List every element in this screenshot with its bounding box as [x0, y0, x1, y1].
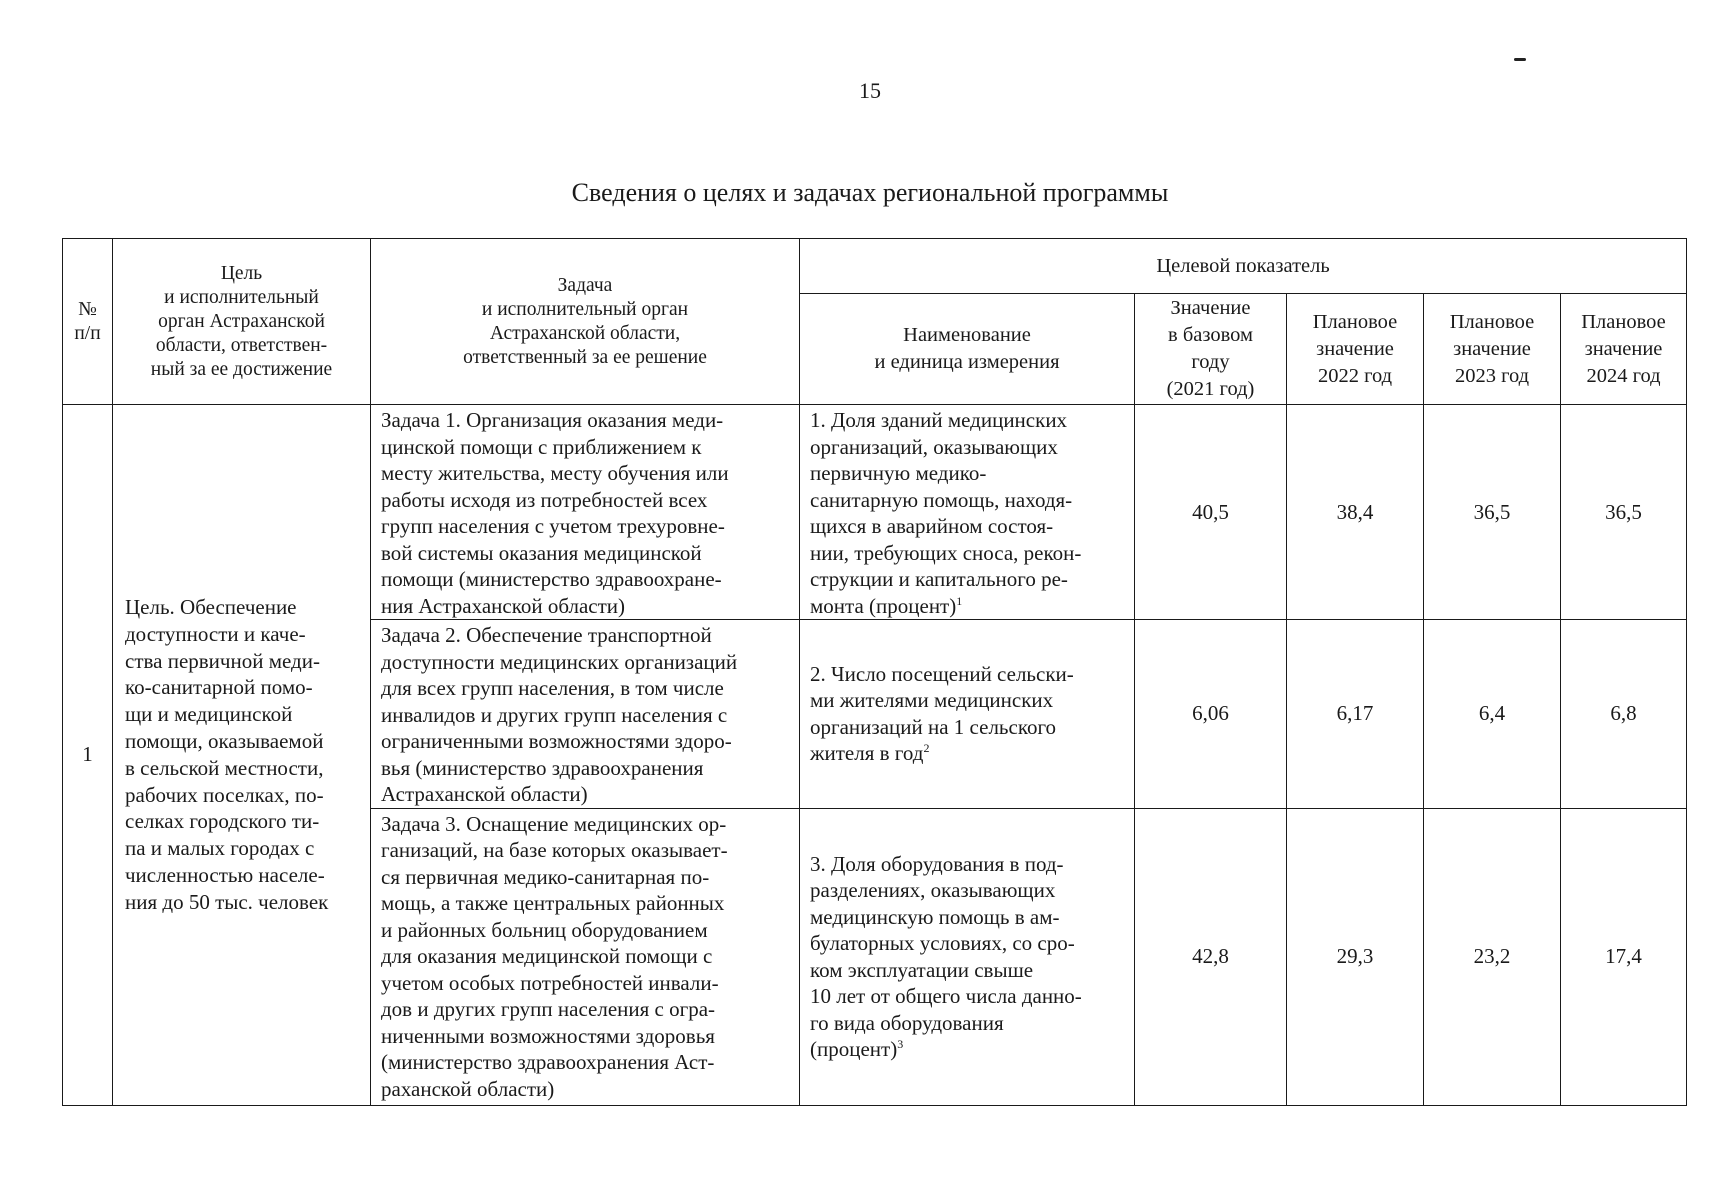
- header-plan-2022: Плановое значение 2022 год: [1287, 294, 1424, 405]
- task-cell: [371, 808, 800, 1105]
- task-cell: [371, 405, 800, 620]
- indicator-cell: [800, 808, 1135, 1105]
- plan-2024-value: 6,8: [1561, 620, 1687, 809]
- footnote-marker: 2: [923, 741, 930, 756]
- goal-text: Цель. Обеспечение доступности и каче- ства первичной меди- ко-санитарной помо- щи и медицинской помощи, оказываемой в сельской местности, рабочих поселках, по- селках городского ти- па и малых городах с численностью населе- ния до 50 тыс. человек: [125, 594, 329, 914]
- footnote-marker: 3: [897, 1037, 904, 1051]
- base-value: 40,5: [1135, 405, 1287, 620]
- scan-mark: [1514, 58, 1526, 61]
- plan-2022-value: 6,17: [1287, 620, 1424, 809]
- task-text: Задача 2. Обеспечение транспортной доступности медицинских организаций для всех групп населения, в том числе инвалидов и других групп населения с ограниченными возможностями здоро- вья (министерство здравоохранения Астраханской области): [381, 623, 738, 806]
- plan-2022-value: 38,4: [1287, 405, 1424, 620]
- header-indicator-name: Наименование и единица измерения: [800, 294, 1135, 405]
- header-base-value: Значение в базовом году (2021 год): [1135, 294, 1287, 405]
- header-plan-2023: Плановое значение 2023 год: [1424, 294, 1561, 405]
- plan-2023-value: 36,5: [1424, 405, 1561, 620]
- plan-2024-value: 17,4: [1561, 808, 1687, 1105]
- page-number: 15: [859, 78, 881, 103]
- header-plan-2024: Плановое значение 2024 год: [1561, 294, 1687, 405]
- plan-2024-value: 36,5: [1561, 405, 1687, 620]
- page-title: Сведения о целях и задачах региональной программы: [571, 178, 1169, 207]
- goal-cell: [113, 405, 371, 1106]
- goals-table: [62, 238, 1687, 1106]
- indicator-cell: [800, 620, 1135, 809]
- base-value: 42,8: [1135, 808, 1287, 1105]
- task-text: Задача 3. Оснащение медицинских ор- ганизаций, на базе которых оказывает- ся первичная медико-санитарная по- мощь, а также центральных районных и районных больниц оборудованием для оказания медицинской помощи с учетом особых потребностей инвали- дов и других групп населения с огра- ниченными возможностями здоровья (министерство здравоохранения Аст- раханской области): [381, 811, 728, 1101]
- indicator-text: 2. Число посещений сельски- ми жителями медицинских организаций на 1 сельского жителя в год$^2$: [810, 661, 1074, 766]
- indicator-text: 3. Доля оборудования в под- разделениях, оказывающих медицинскую помощь в ам- булаторных условиях, со сро- ком эксплуатации свыше 10 лет от общего числа данно- го вида оборудования (процент)$^3$: [810, 851, 1082, 1061]
- base-value: 6,06: [1135, 620, 1287, 809]
- plan-2023-value: 23,2: [1424, 808, 1561, 1105]
- header-goal: Цель и исполнительный орган Астраханской области, ответствен- ный за ее достижение: [113, 239, 371, 405]
- task-cell: [371, 620, 800, 809]
- task-text: Задача 1. Организация оказания меди- цинской помощи с приближением к месту жительства, месту обучения или работы исходя из потребностей всех групп населения с учетом трехуровне- вой системы оказания медицинской помощи (министерство здравоохране- ния Астраханской области): [381, 408, 729, 618]
- footnote-marker: 1: [956, 593, 963, 608]
- header-row-1: [63, 239, 1687, 294]
- table-row: [63, 405, 1687, 620]
- plan-2023-value: 6,4: [1424, 620, 1561, 809]
- header-task: Задача и исполнительный орган Астраханской области, ответственный за ее решение: [371, 239, 800, 405]
- indicator-text: 1. Доля зданий медицинских организаций, оказывающих первичную медико- санитарную помощь, находя- щихся в аварийном состоя- нии, требующих сноса, рекон- струкции и капитального ре- монта (процент)$^1$: [810, 408, 1082, 618]
- indicator-cell: [800, 405, 1135, 620]
- plan-2022-value: 29,3: [1287, 808, 1424, 1105]
- header-indicator-group: Целевой показатель: [800, 239, 1687, 294]
- header-num: № п/п: [63, 239, 113, 405]
- row-number: 1: [63, 405, 113, 1106]
